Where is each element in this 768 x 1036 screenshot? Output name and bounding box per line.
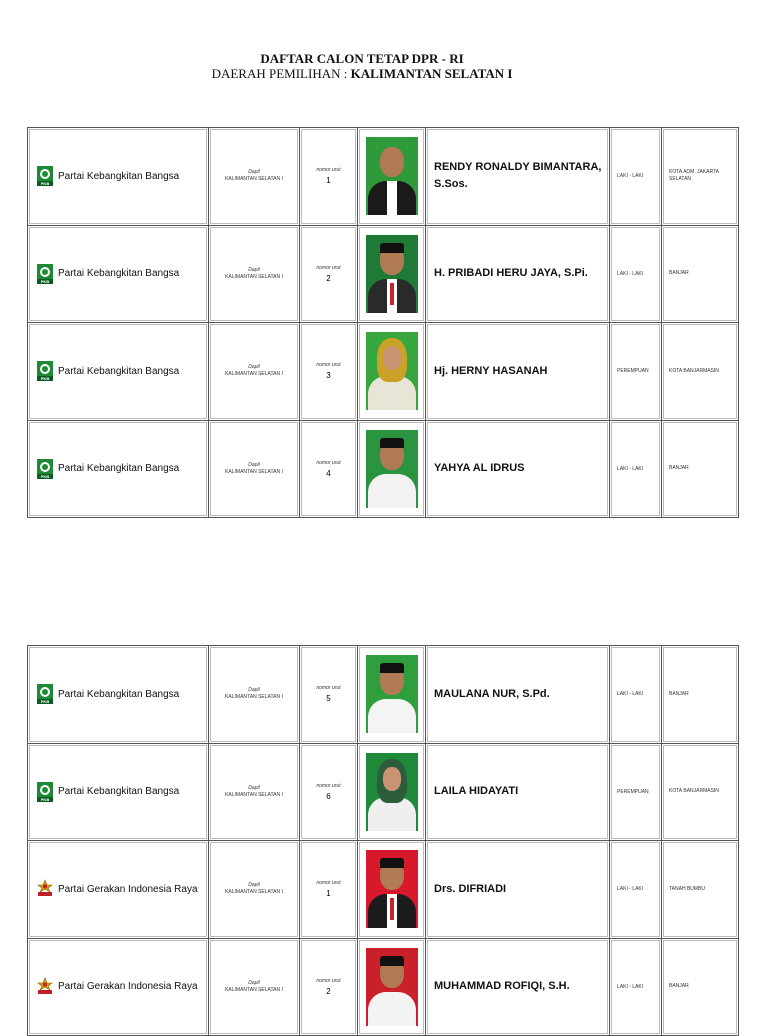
candidate-city: TANAH BUMBU <box>669 885 706 892</box>
candidate-city: KOTA BANJARMASIN <box>669 367 719 374</box>
nomor-cell <box>300 420 358 518</box>
name-cell <box>426 323 610 421</box>
candidate-photo <box>366 332 418 410</box>
photo-cell <box>358 225 426 323</box>
subtitle-prefix: DAERAH PEMILIHAN : <box>211 66 351 81</box>
candidate-city: KOTA ADM. JAKARTA SELATAN <box>669 169 719 183</box>
nomor-value: 2 <box>326 986 331 996</box>
candidate-gender: LAKI - LAKI <box>617 983 644 990</box>
nomor-label: nomor urut <box>316 685 341 692</box>
candidate-name: RENDY RONALDY BIMANTARA, S.Sos. <box>434 161 602 191</box>
nomor-label: nomor urut <box>316 977 341 984</box>
city-cell <box>662 225 739 323</box>
nomor-cell <box>300 323 358 421</box>
dapil-value: KALIMANTAN SELATAN I <box>225 889 283 896</box>
candidate-city: BANJAR <box>669 690 689 697</box>
party-cell <box>28 646 209 744</box>
party-name: Partai Gerakan Indonesia Raya <box>58 981 198 993</box>
nomor-label: nomor urut <box>316 362 341 369</box>
photo-cell <box>358 743 426 841</box>
name-cell <box>426 646 610 744</box>
name-cell <box>426 128 610 226</box>
dapil-label: Dapil <box>248 687 260 694</box>
nomor-value: 1 <box>326 889 331 899</box>
candidate-name: YAHYA AL IDRUS <box>434 462 525 475</box>
name-cell <box>426 743 610 841</box>
dapil-label: Dapil <box>248 364 260 371</box>
candidate-name: Drs. DIFRIADI <box>434 882 507 895</box>
name-cell <box>426 938 610 1036</box>
candidate-name: MAULANA NUR, S.Pd. <box>434 687 550 700</box>
dapil-cell <box>209 938 300 1036</box>
nomor-label: nomor urut <box>316 459 341 466</box>
gender-cell <box>610 938 662 1036</box>
party-name: Partai Kebangkitan Bangsa <box>58 365 180 377</box>
dapil-value: KALIMANTAN SELATAN I <box>225 986 283 993</box>
dapil-value: KALIMANTAN SELATAN I <box>225 273 283 280</box>
document-header <box>0 51 724 81</box>
pkb-logo-icon: PKB <box>37 459 53 479</box>
candidate-gender: LAKI - LAKI <box>617 465 644 472</box>
candidate-gender: LAKI - LAKI <box>617 270 644 277</box>
gender-cell <box>610 420 662 518</box>
nomor-value: 4 <box>326 468 331 478</box>
document-title: DAFTAR CALON TETAP DPR - RI <box>260 51 464 66</box>
gerindra-logo-icon <box>37 879 53 899</box>
photo-cell <box>358 128 426 226</box>
candidate-city: BANJAR <box>669 270 689 277</box>
party-cell <box>28 128 209 226</box>
nomor-cell <box>300 938 358 1036</box>
name-cell <box>426 841 610 939</box>
nomor-value: 3 <box>326 371 331 381</box>
photo-cell <box>358 841 426 939</box>
nomor-value: 2 <box>326 273 331 283</box>
candidate-photo <box>366 430 418 508</box>
name-cell <box>426 420 610 518</box>
party-name: Partai Kebangkitan Bangsa <box>58 268 180 280</box>
city-cell <box>662 420 739 518</box>
gender-cell <box>610 841 662 939</box>
nomor-cell <box>300 743 358 841</box>
candidate-table-1 <box>27 127 739 518</box>
city-cell <box>662 646 739 744</box>
candidate-photo <box>366 655 418 733</box>
candidate-row <box>28 225 739 323</box>
nomor-label: nomor urut <box>316 167 341 174</box>
gerindra-logo-icon <box>37 977 53 997</box>
photo-cell <box>358 420 426 518</box>
candidate-name: H. PRIBADI HERU JAYA, S.Pi. <box>434 267 588 280</box>
nomor-value: 5 <box>326 694 331 704</box>
candidate-photo <box>366 948 418 1026</box>
candidate-gender: PEREMPUAN <box>617 368 649 375</box>
dapil-cell <box>209 743 300 841</box>
city-cell <box>662 743 739 841</box>
dapil-cell <box>209 225 300 323</box>
dapil-cell <box>209 646 300 744</box>
candidate-city: KOTA BANJARMASIN <box>669 788 719 795</box>
candidate-row <box>28 646 739 744</box>
pkb-logo-icon: PKB <box>37 684 53 704</box>
party-name: Partai Kebangkitan Bangsa <box>58 786 180 798</box>
party-name: Partai Kebangkitan Bangsa <box>58 170 180 182</box>
candidate-row <box>28 420 739 518</box>
nomor-label: nomor urut <box>316 782 341 789</box>
party-cell <box>28 841 209 939</box>
gender-cell <box>610 323 662 421</box>
party-cell <box>28 938 209 1036</box>
nomor-cell <box>300 128 358 226</box>
candidate-name: MUHAMMAD ROFIQI, S.H. <box>434 980 570 993</box>
nomor-cell <box>300 841 358 939</box>
gender-cell <box>610 646 662 744</box>
city-cell <box>662 128 739 226</box>
candidate-name: Hj. HERNY HASANAH <box>434 364 548 377</box>
gender-cell <box>610 225 662 323</box>
dapil-cell <box>209 323 300 421</box>
party-cell <box>28 743 209 841</box>
candidate-city: BANJAR <box>669 983 689 990</box>
gender-cell <box>610 743 662 841</box>
dapil-value: KALIMANTAN SELATAN I <box>225 468 283 475</box>
nomor-label: nomor urut <box>316 264 341 271</box>
photo-cell <box>358 323 426 421</box>
nomor-value: 6 <box>326 791 331 801</box>
party-cell <box>28 323 209 421</box>
candidate-gender: LAKI - LAKI <box>617 173 644 180</box>
dapil-label: Dapil <box>248 882 260 889</box>
pkb-logo-icon: PKB <box>37 361 53 381</box>
candidate-table-2 <box>27 645 739 1036</box>
city-cell <box>662 841 739 939</box>
photo-cell <box>358 938 426 1036</box>
document-subtitle <box>0 66 724 81</box>
name-cell <box>426 225 610 323</box>
nomor-cell <box>300 646 358 744</box>
dapil-label: Dapil <box>248 266 260 273</box>
dapil-cell <box>209 841 300 939</box>
dapil-label: Dapil <box>248 784 260 791</box>
pkb-logo-icon: PKB <box>37 166 53 186</box>
candidate-name: LAILA HIDAYATI <box>434 785 519 798</box>
gender-cell <box>610 128 662 226</box>
candidate-row <box>28 323 739 421</box>
dapil-cell <box>209 128 300 226</box>
pkb-logo-icon: PKB <box>37 264 53 284</box>
city-cell <box>662 938 739 1036</box>
candidate-row <box>28 128 739 226</box>
dapil-value: KALIMANTAN SELATAN I <box>225 791 283 798</box>
party-name: Partai Kebangkitan Bangsa <box>58 688 180 700</box>
dapil-cell <box>209 420 300 518</box>
photo-cell <box>358 646 426 744</box>
candidate-photo <box>366 137 418 215</box>
city-cell <box>662 323 739 421</box>
pkb-logo-icon: PKB <box>37 782 53 802</box>
nomor-value: 1 <box>326 176 331 186</box>
dapil-value: KALIMANTAN SELATAN I <box>225 176 283 183</box>
candidate-gender: LAKI - LAKI <box>617 691 644 698</box>
candidate-city: BANJAR <box>669 465 689 472</box>
candidate-photo <box>366 850 418 928</box>
party-name: Partai Kebangkitan Bangsa <box>58 463 180 475</box>
candidate-row <box>28 743 739 841</box>
dapil-label: Dapil <box>248 979 260 986</box>
dapil-label: Dapil <box>248 169 260 176</box>
candidate-photo <box>366 753 418 831</box>
dapil-value: KALIMANTAN SELATAN I <box>225 694 283 701</box>
candidate-photo <box>366 235 418 313</box>
party-cell <box>28 225 209 323</box>
candidate-gender: LAKI - LAKI <box>617 886 644 893</box>
party-name: Partai Gerakan Indonesia Raya <box>58 883 198 895</box>
subtitle-region: KALIMANTAN SELATAN I <box>350 66 513 81</box>
nomor-cell <box>300 225 358 323</box>
party-cell <box>28 420 209 518</box>
nomor-label: nomor urut <box>316 880 341 887</box>
candidate-gender: PEREMPUAN <box>617 788 649 795</box>
candidate-row <box>28 938 739 1036</box>
dapil-value: KALIMANTAN SELATAN I <box>225 371 283 378</box>
candidate-row <box>28 841 739 939</box>
dapil-label: Dapil <box>248 461 260 468</box>
